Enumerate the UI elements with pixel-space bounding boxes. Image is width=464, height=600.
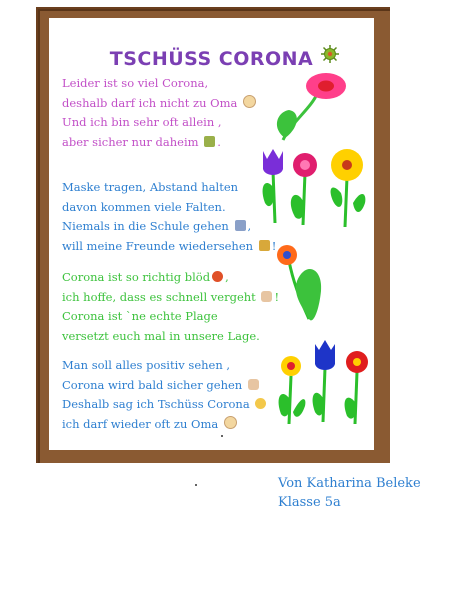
poem-line: davon kommen viele Falten. <box>62 199 226 214</box>
flower-group-drawing <box>257 143 372 233</box>
poem-line: Leider ist so viel Corona, <box>62 76 209 90</box>
poem-title: TSCHÜSS CORONA <box>109 48 314 70</box>
smiling-face-icon <box>255 398 266 409</box>
old-woman-icon <box>224 416 237 429</box>
poem-line: Maske tragen, Abstand halten <box>62 180 239 194</box>
poem-line: Und ich bin sehr oft allein , <box>62 115 222 129</box>
school-icon <box>235 220 246 231</box>
wooden-picture-frame <box>36 7 390 463</box>
poem-line: Corona ist `ne echte Plage <box>62 309 218 323</box>
poem-line: Deshalb sag ich Tschüss Corona <box>62 395 268 415</box>
poem-line: Corona ist so richtig blöd , <box>62 270 229 284</box>
poem-line: Corona wird bald sicher gehen <box>62 376 268 396</box>
stray-dot <box>195 484 197 486</box>
orange-flower-drawing <box>269 241 339 331</box>
poem-line: ich hoffe, dass es schnell vergeht ! <box>62 289 280 304</box>
coronavirus-icon <box>321 45 339 63</box>
poem-line: versetzt euch mal in unsere Lage. <box>62 328 260 343</box>
house-icon <box>204 136 215 147</box>
flower-group-drawing <box>277 336 377 428</box>
poem-stanza-2 <box>62 178 276 256</box>
poem-line: Niemals in die Schule gehen , <box>62 219 252 233</box>
poem-line: Man soll alles positiv sehen , <box>62 358 231 372</box>
poem-line: deshalb darf ich nicht zu Oma <box>62 94 258 114</box>
stray-dot <box>221 435 223 437</box>
poem-line: will meine Freunde wiedersehen ! <box>62 238 277 253</box>
pink-flower-drawing <box>271 68 351 148</box>
poem-paper <box>49 18 374 450</box>
poem-line: aber sicher nur daheim . <box>62 134 221 149</box>
poem-stanza-4 <box>62 356 268 434</box>
signature-author: Von Katharina Beleke <box>278 476 421 491</box>
poem-stanza-3 <box>62 268 279 346</box>
signature-class: Klasse 5a <box>278 495 341 510</box>
poem-stanza-1 <box>62 74 258 152</box>
old-woman-icon <box>243 95 256 108</box>
poem-line: ich darf wieder oft zu Oma <box>62 415 268 435</box>
angry-face-icon <box>212 271 223 282</box>
waving-hand-icon <box>248 379 259 390</box>
